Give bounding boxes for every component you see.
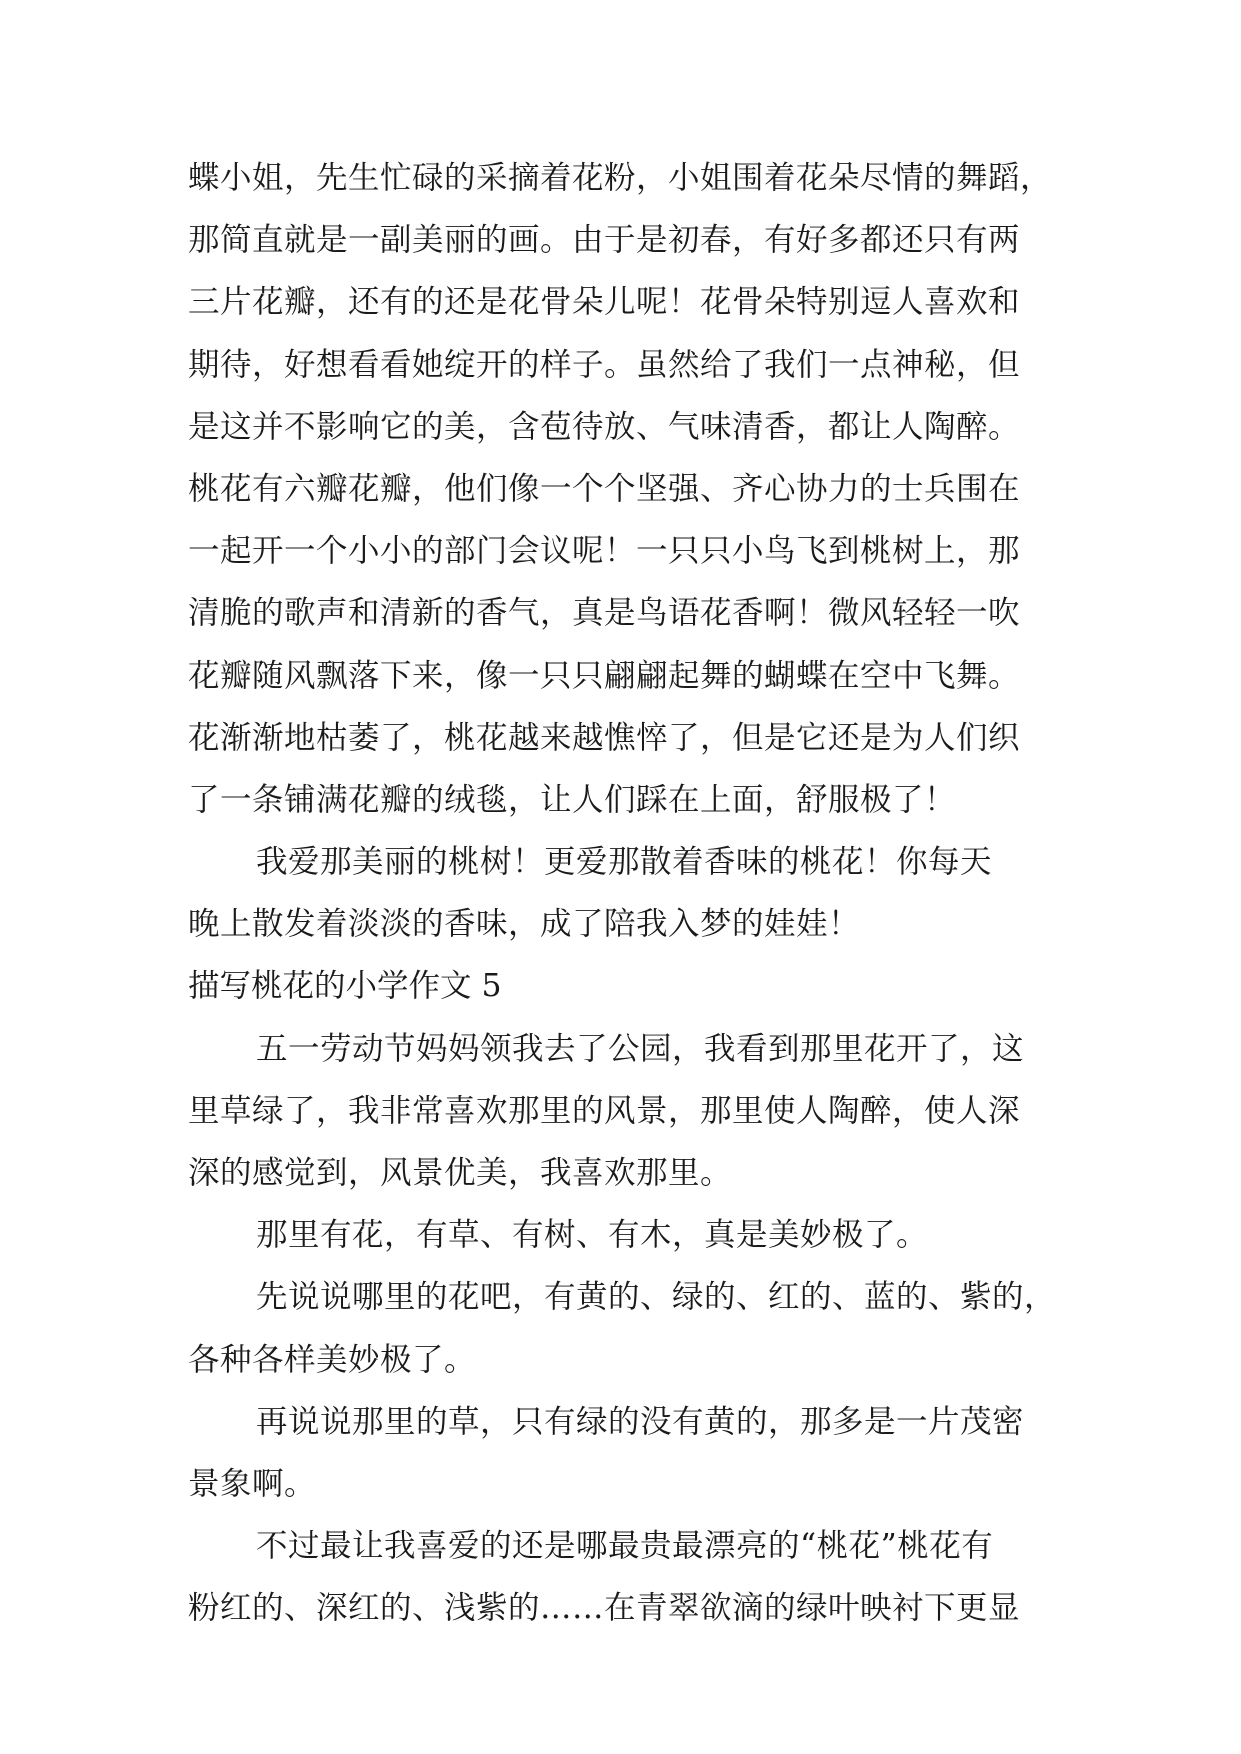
paragraph-start-line: 那里有花，有草、有树、有木，真是美妙极了。 — [256, 1217, 929, 1254]
paragraph-start-line: 我爱那美丽的桃树！更爱那散着香味的桃花！你每天 — [256, 844, 993, 881]
paragraph-start-line: 五一劳动节妈妈领我去了公园，我看到那里花开了，这 — [256, 1030, 1025, 1067]
text-line: 是这并不影响它的美，含苞待放、气味清香，都让人陶醉。 — [188, 408, 1021, 445]
text-line: 各种各样美妙极了。 — [188, 1341, 477, 1378]
paragraph-start-line: 再说说那里的草，只有绿的没有黄的，那多是一片茂密 — [256, 1403, 1025, 1440]
text-line: 期待，好想看看她绽开的样子。虽然给了我们一点神秘，但 — [188, 346, 1021, 383]
paragraph-start-line: 不过最让我喜爱的还是哪最贵最漂亮的“桃花”桃花有 — [256, 1528, 994, 1565]
text-line: 三片花瓣，还有的还是花骨朵儿呢！花骨朵特别逗人喜欢和 — [188, 284, 1021, 321]
text-line: 了一条铺满花瓣的绒毯，让人们踩在上面，舒服极了！ — [188, 781, 957, 818]
text-line: 那简直就是一副美丽的画。由于是初春，有好多都还只有两 — [188, 222, 1021, 259]
text-line: 清脆的歌声和清新的香气，真是鸟语花香啊！微风轻轻一吹 — [188, 595, 1021, 632]
text-line: 花渐渐地枯萎了，桃花越来越憔悴了，但是它还是为人们织 — [188, 719, 1021, 756]
essay-body — [188, 147, 1068, 1640]
text-line: 里草绿了，我非常喜欢那里的风景，那里使人陶醉，使人深 — [188, 1092, 1021, 1129]
section-heading: 描写桃花的小学作文 5 — [188, 968, 502, 1005]
text-line: 桃花有六瓣花瓣，他们像一个个坚强、齐心协力的士兵围在 — [188, 470, 1021, 507]
text-line: 花瓣随风飘落下来，像一只只翩翩起舞的蝴蝶在空中飞舞。 — [188, 657, 1021, 694]
text-line: 晚上散发着淡淡的香味，成了陪我入梦的娃娃！ — [188, 906, 861, 943]
text-line: 景象啊。 — [188, 1465, 317, 1502]
text-line: 一起开一个小小的部门会议呢！一只只小鸟飞到桃树上，那 — [188, 533, 1021, 570]
text-line: 深的感觉到，风景优美，我喜欢那里。 — [188, 1155, 733, 1191]
text-line: 粉红的、深红的、浅紫的……在青翠欲滴的绿叶映衬下更显 — [188, 1590, 1021, 1627]
paragraph-start-line: 先说说哪里的花吧，有黄的、绿的、红的、蓝的、紫的， — [256, 1279, 1057, 1316]
text-line: 蝶小姐，先生忙碌的采摘着花粉，小姐围着花朵尽情的舞蹈， — [188, 160, 1053, 196]
